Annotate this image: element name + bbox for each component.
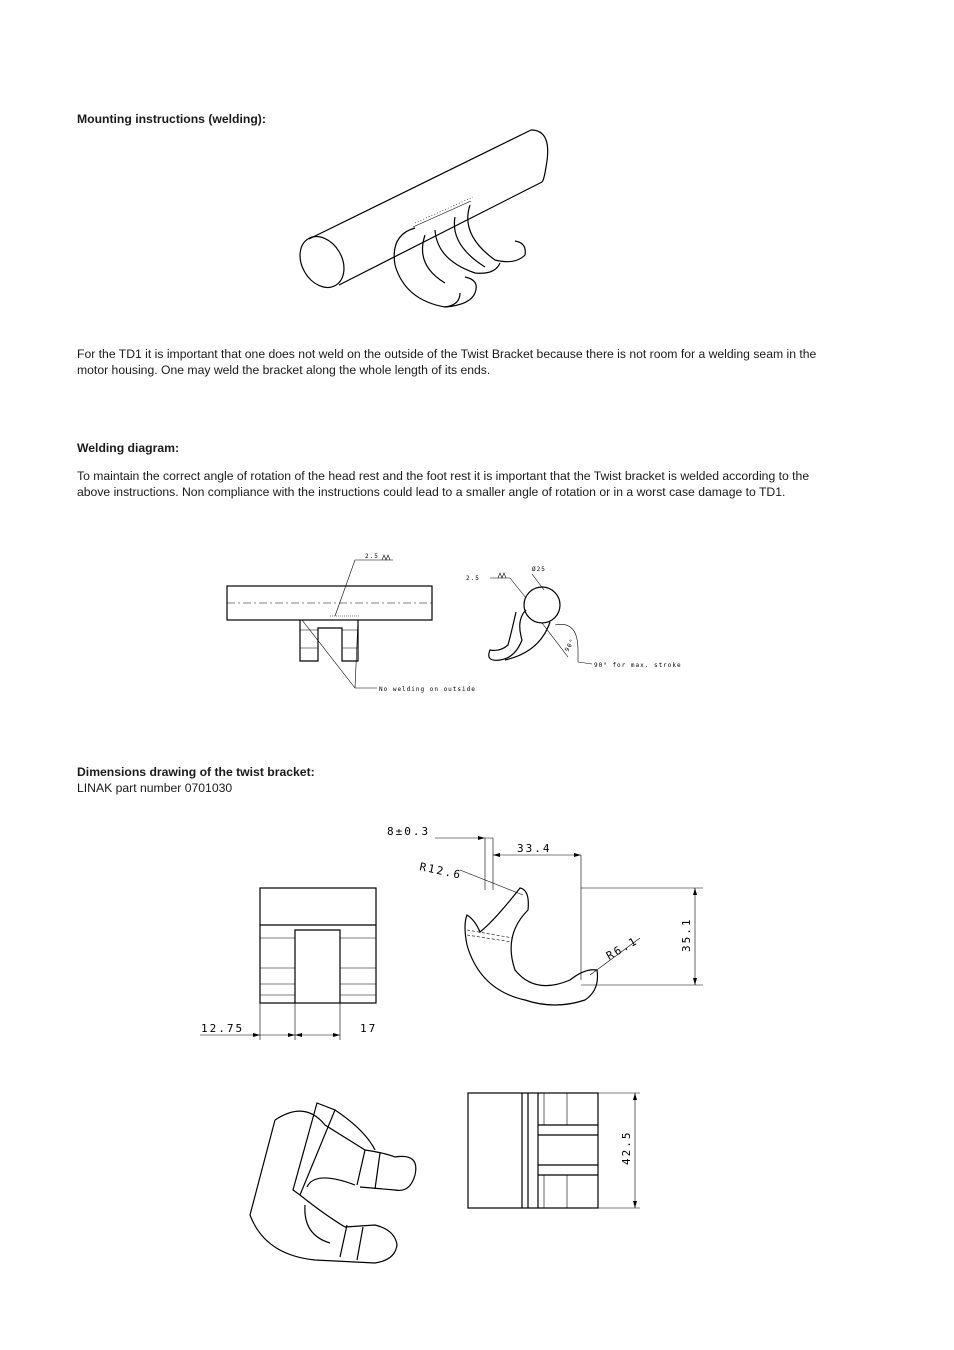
dimensions-top-view <box>460 1085 650 1215</box>
dim-left-span: 12.75 <box>201 1022 245 1035</box>
dim-radius-small: R6.1 <box>604 934 641 963</box>
weld-size-label-b: 2.5 <box>466 575 480 582</box>
mounting-paragraph: For the TD1 it is important that one does not weld on the outside of the Twist Bracket because there is not room for a welding seam in the motor housing. One may weld the bracket along the whole length of its ends. <box>77 347 817 377</box>
diameter-label: Ø25 <box>532 566 546 573</box>
no-welding-label: No welding on outside <box>379 686 476 693</box>
weld-size-label-a: 2.5 <box>365 553 379 560</box>
welding-diagram-heading: Welding diagram: <box>77 441 180 455</box>
dim-width-tol: 8±0.3 <box>387 825 431 838</box>
angle-label: 90° <box>563 637 577 653</box>
max-stroke-label: 90° for max. stroke <box>594 662 682 669</box>
dimensions-side-view <box>385 820 715 1010</box>
dimensions-heading: Dimensions drawing of the twist bracket: <box>77 765 315 779</box>
welding-diagram-side <box>460 560 680 675</box>
welding-diagram-paragraph: To maintain the correct angle of rotation of the head rest and the foot rest it is important that the Twist bracket is welded according to the above instructions. Non compliance with the instructions could lead to a smaller angle of rotation or in a worst case damage to TD1. <box>77 469 810 499</box>
dim-length: 33.4 <box>517 842 552 855</box>
dimensions-isometric-view <box>245 1095 425 1270</box>
dim-height: 35.1 <box>680 917 693 952</box>
part-number: LINAK part number 0701030 <box>77 781 233 795</box>
mounting-illustration <box>295 125 555 320</box>
dim-slot: 17 <box>360 1022 378 1035</box>
dim-depth: 42.5 <box>620 1130 633 1165</box>
dim-radius-large: R12.6 <box>418 860 464 882</box>
dimensions-front-view <box>195 880 395 1050</box>
welding-diagram-front <box>225 548 475 698</box>
mounting-heading: Mounting instructions (welding): <box>77 112 266 126</box>
